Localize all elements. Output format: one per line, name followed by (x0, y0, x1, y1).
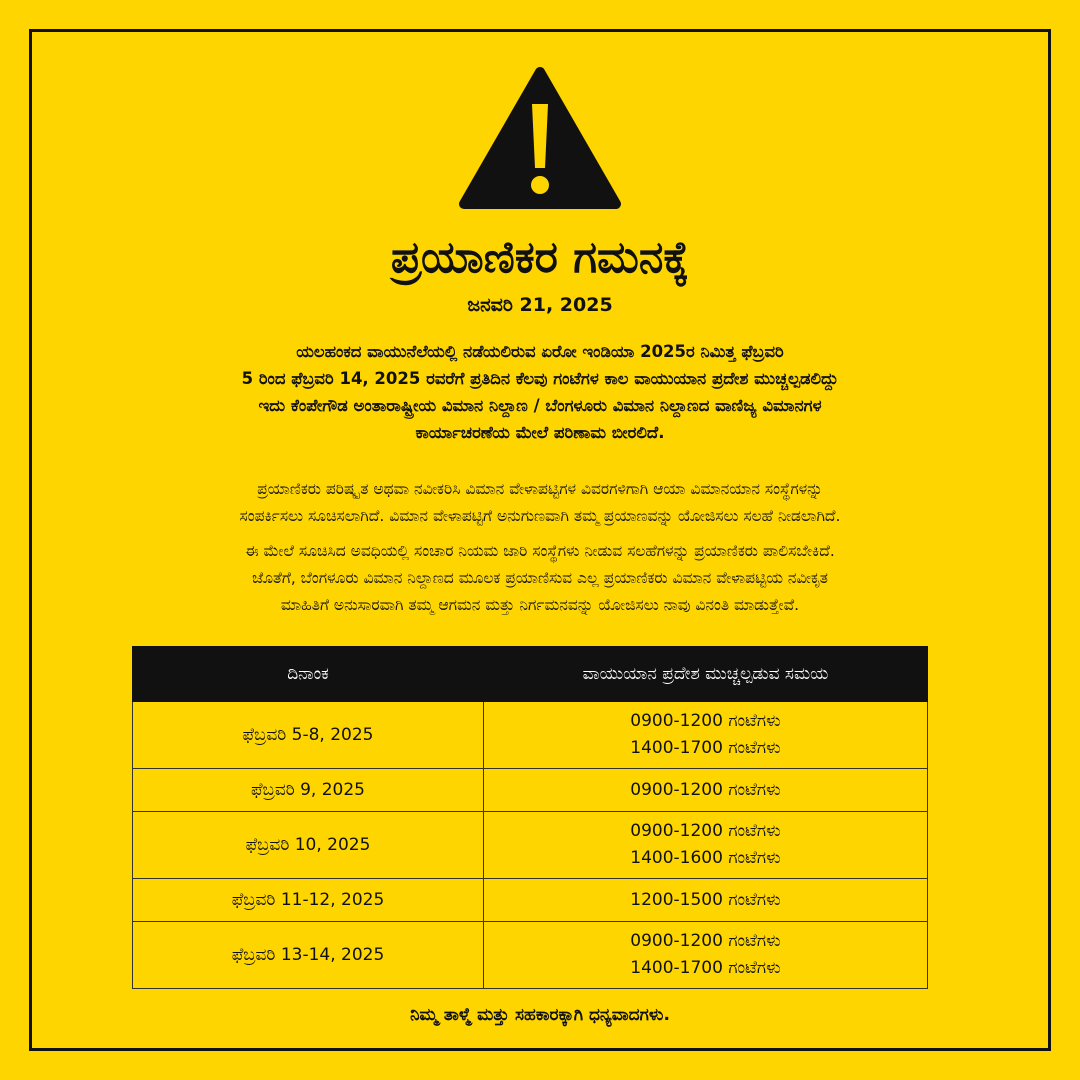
table-row (133, 702, 928, 769)
paragraph-line: ಸಂಪರ್ಕಿಸಲು ಸೂಚಿಸಲಾಗಿದೆ. ವಿಮಾನ ವೇಳಾಪಟ್ಟಿಗೆ ಅನುಗುಣವಾಗಿ ತಮ್ಮ ಪ್ರಯಾಣವನ್ನು ಯೋಜಿಸಲು ಸಲಹೆ ನೀಡಲಾಗಿದೆ. (239, 507, 841, 525)
date-cell: ಫೆಬ್ರವರಿ 10, 2025 (133, 812, 484, 879)
paragraph-line: ಈ ಮೇಲೆ ಸೂಚಿಸಿದ ಅವಧಿಯಲ್ಲಿ ಸಂಚಾರ ನಿಯಮ ಜಾರಿ ಸಂಸ್ಥೆಗಳು ನೀಡುವ ಸಲಹೆಗಳನ್ನು ಪ್ರಯಾಣಿಕರು ಪಾಲಿಸಬೇಕಿದೆ. (245, 542, 835, 560)
notice-date: ಜನವರಿ 21, 2025 (467, 294, 613, 316)
time-slot: 1400-1600 ಗಂಟೆಗಳು (630, 848, 781, 868)
time-slot: 0900-1200 ಗಂಟೆಗಳು (630, 711, 781, 731)
advisory-paragraph (60, 476, 1020, 530)
date-cell: ಫೆಬ್ರವರಿ 9, 2025 (133, 769, 484, 812)
time-slot: 1200-1500 ಗಂಟೆಗಳು (630, 889, 781, 910)
time-cell (484, 879, 928, 922)
paragraph-line: ಯಲಹಂಕದ ವಾಯುನೆಲೆಯಲ್ಲಿ ನಡೆಯಲಿರುವ ಏರೋ ಇಂಡಿಯಾ 2025ರ ನಿಮಿತ್ತ ಫೆಬ್ರವರಿ (296, 342, 784, 361)
table-row (133, 812, 928, 879)
table-header-row (133, 647, 928, 702)
notice-title: ಪ್ರಯಾಣಿಕರ ಗಮನಕ್ಕೆ (390, 232, 690, 283)
time-cell (484, 922, 928, 989)
time-cell (484, 812, 928, 879)
paragraph-line: ಮಾಹಿತಿಗೆ ಅನುಸಾರವಾಗಿ ತಮ್ಮ ಆಗಮನ ಮತ್ತು ನಿರ್ಗಮನವನ್ನು ಯೋಜಿಸಲು ನಾವು ವಿನಂತಿ ಮಾಡುತ್ತೇವೆ. (280, 596, 800, 614)
column-header-date: ದಿನಾಂಕ (133, 647, 484, 702)
time-slot: 0900-1200 ಗಂಟೆಗಳು (630, 821, 781, 841)
table-row (133, 769, 928, 812)
date-cell: ಫೆಬ್ರವರಿ 5-8, 2025 (133, 702, 484, 769)
airspace-closure-table (132, 646, 928, 989)
time-cell (484, 769, 928, 812)
warning-triangle-icon (458, 66, 622, 212)
paragraph-line: 5 ರಿಂದ ಫೆಬ್ರವರಿ 14, 2025 ರವರೆಗೆ ಪ್ರತಿದಿನ ಕೆಲವು ಗಂಟೆಗಳ ಕಾಲ ವಾಯುಯಾನ ಪ್ರದೇಶ ಮುಚ್ಚಲ್ಪಡಲಿದ್ದು (241, 369, 839, 388)
paragraph-line: ಪ್ರಯಾಣಿಕರು ಪರಿಷ್ಕೃತ ಅಥವಾ ನವೀಕರಿಸಿ ವಿಮಾನ ವೇಳಾಪಟ್ಟಿಗಳ ವಿವರಗಳಿಗಾಗಿ ಆಯಾ ವಿಮಾನಯಾನ ಸಂಸ್ಥೆಗಳನ್ನು (257, 480, 823, 498)
request-paragraph (60, 538, 1020, 619)
table-row (133, 879, 928, 922)
time-cell (484, 702, 928, 769)
paragraph-line: ಇದು ಕೆಂಪೇಗೌಡ ಅಂತಾರಾಷ್ಟ್ರೀಯ ವಿಮಾನ ನಿಲ್ದಾಣ / ಬೆಂಗಳೂರು ವಿಮಾನ ನಿಲ್ದಾಣದ ವಾಣಿಜ್ಯ ವಿಮಾನಗಳ (258, 396, 822, 415)
announcement-paragraph (110, 338, 970, 446)
date-cell: ಫೆಬ್ರವರಿ 13-14, 2025 (133, 922, 484, 989)
time-slot: 0900-1200 ಗಂಟೆಗಳು (630, 931, 781, 951)
table-row (133, 922, 928, 989)
column-header-closure-time: ವಾಯುಯಾನ ಪ್ರದೇಶ ಮುಚ್ಚಲ್ಪಡುವ ಸಮಯ (484, 647, 928, 702)
date-cell: ಫೆಬ್ರವರಿ 11-12, 2025 (133, 879, 484, 922)
thank-you-note: ನಿಮ್ಮ ತಾಳ್ಮೆ ಮತ್ತು ಸಹಕಾರಕ್ಕಾಗಿ ಧನ್ಯವಾದಗಳು. (410, 1005, 670, 1025)
time-slot: 0900-1200 ಗಂಟೆಗಳು (630, 779, 781, 800)
paragraph-line: ಕಾರ್ಯಾಚರಣೆಯ ಮೇಲೆ ಪರಿಣಾಮ ಬೀರಲಿದೆ. (415, 423, 665, 442)
time-slot: 1400-1700 ಗಂಟೆಗಳು (630, 738, 781, 758)
paragraph-line: ಜೊತೆಗೆ, ಬೆಂಗಳೂರು ವಿಮಾನ ನಿಲ್ದಾಣದ ಮೂಲಕ ಪ್ರಯಾಣಿಸುವ ಎಲ್ಲ ಪ್ರಯಾಣಿಕರು ವಿಮಾನ ವೇಳಾಪಟ್ಟಿಯ ನವೀಕೃತ (252, 569, 828, 587)
time-slot: 1400-1700 ಗಂಟೆಗಳು (630, 958, 781, 978)
